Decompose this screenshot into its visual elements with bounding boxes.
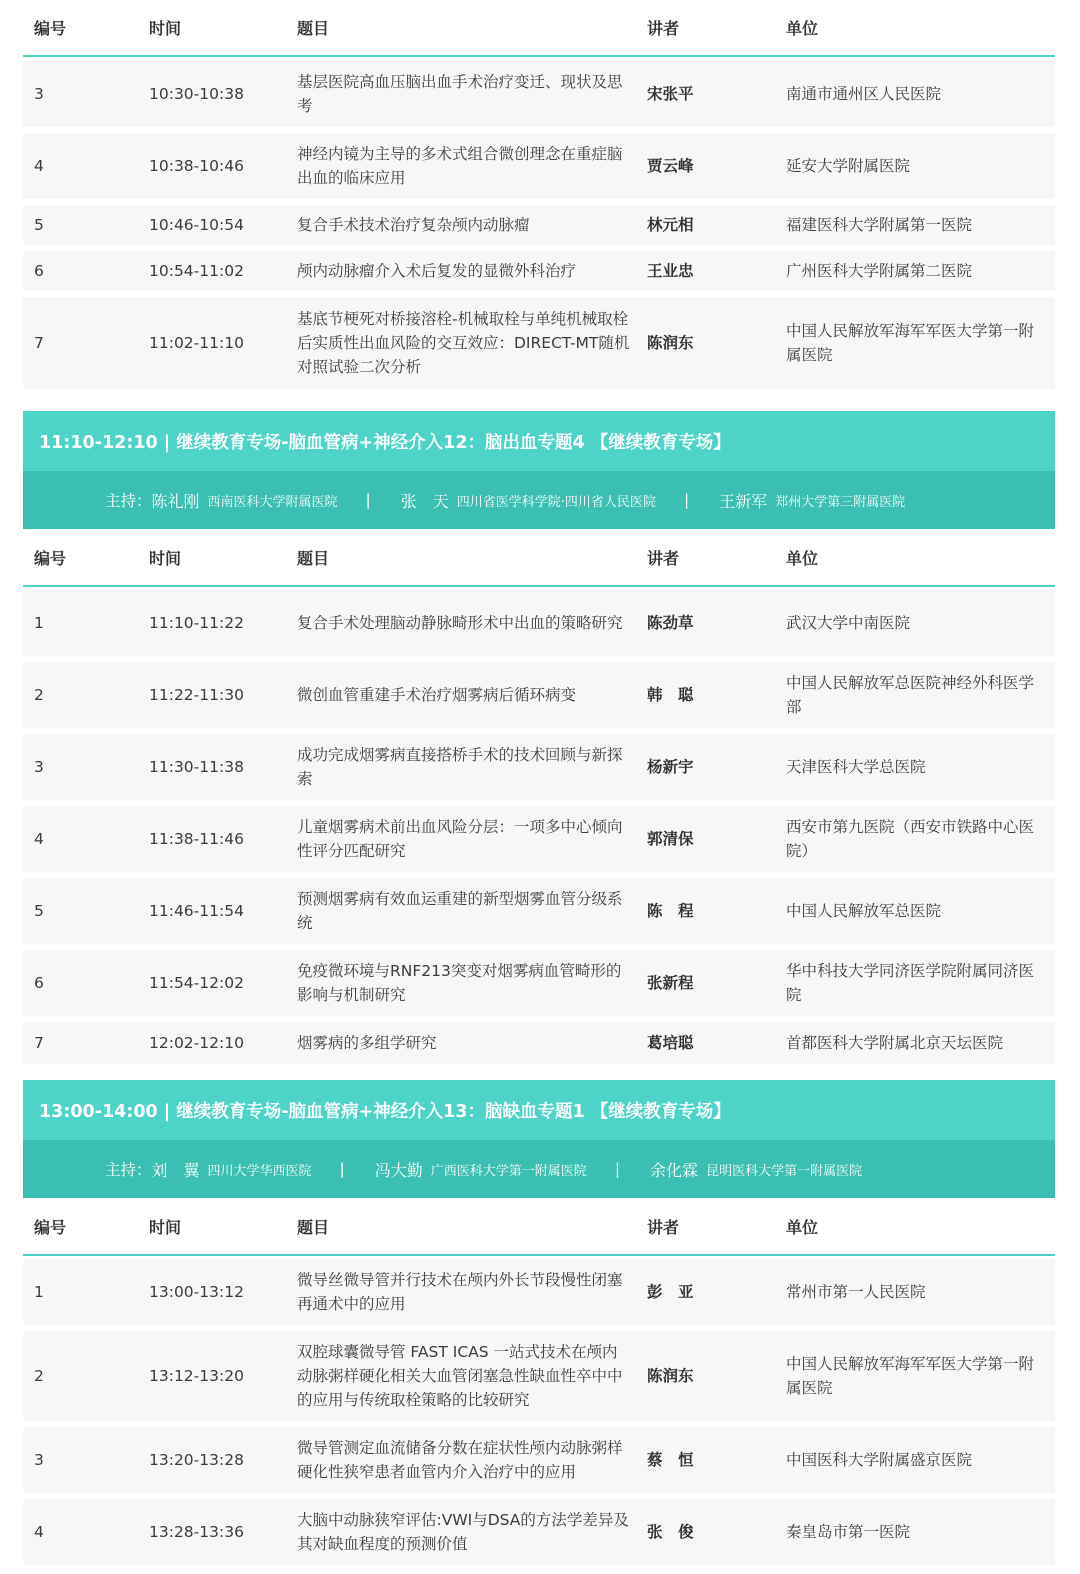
host-name: 陈礼刚 — [151, 491, 200, 511]
host-separator: | — [365, 491, 371, 509]
row-topic: 烟雾病的多组学研究 — [297, 1034, 437, 1052]
row-speaker: 韩 聪 — [647, 686, 694, 704]
row-speaker: 宋张平 — [647, 85, 694, 103]
row-speaker: 张 俊 — [647, 1523, 694, 1541]
host-unit: 西南医科大学附属医院 — [207, 494, 338, 510]
row-no: 3 — [34, 85, 44, 103]
row-unit: 秦皇岛市第一医院 — [786, 1523, 911, 1541]
header-time: 时间 — [149, 1217, 182, 1237]
header-no: 编号 — [34, 19, 67, 38]
host-label: 主持： — [105, 492, 152, 510]
row-unit: 西安市第九医院（西安市铁路中心医院） — [786, 818, 1035, 860]
host-name: 王新军 — [719, 491, 768, 511]
header-unit: 单位 — [786, 548, 819, 568]
row-topic: 大脑中动脉狭窄评估:VWI与DSA的方法学差异及其对缺血程度的预测价值 — [297, 1511, 629, 1553]
session-hosts — [23, 471, 1055, 529]
row-time: 11:02-11:10 — [149, 334, 244, 352]
row-time: 11:22-11:30 — [149, 686, 244, 704]
table-row — [23, 878, 1055, 944]
table-row — [23, 806, 1055, 872]
row-topic: 儿童烟雾病术前出血风险分层：一项多中心倾向性评分匹配研究 — [297, 818, 623, 860]
row-unit: 南通市通州区人民医院 — [786, 85, 942, 103]
row-time: 10:54-11:02 — [149, 262, 244, 280]
header-topic: 题目 — [297, 1217, 330, 1237]
row-unit: 武汉大学中南医院 — [786, 614, 911, 632]
host-separator: | — [683, 491, 690, 509]
table-row — [23, 1499, 1055, 1565]
row-no: 6 — [34, 974, 44, 992]
table-row — [23, 251, 1055, 291]
row-time: 11:30-11:38 — [149, 758, 244, 776]
table-row — [23, 133, 1055, 199]
row-topic: 微导管测定血流储备分数在症状性颅内动脉粥样硬化性狭窄患者血管内介入治疗中的应用 — [297, 1439, 623, 1481]
row-no: 1 — [34, 1283, 44, 1301]
table-row — [23, 590, 1055, 656]
row-no: 3 — [34, 758, 44, 776]
row-topic: 神经内镜为主导的多术式组合微创理念在重症脑出血的临床应用 — [297, 145, 623, 187]
row-no: 5 — [34, 902, 44, 920]
row-topic: 微导丝微导管并行技术在颅内外长节段慢性闭塞再通术中的应用 — [297, 1271, 623, 1313]
table-header — [23, 1198, 1055, 1256]
host-separator: | — [614, 1160, 621, 1178]
row-time: 13:20-13:28 — [149, 1451, 244, 1469]
header-time: 时间 — [149, 548, 182, 568]
row-speaker: 陈劲草 — [647, 614, 694, 632]
row-no: 2 — [34, 1367, 44, 1385]
row-time: 13:12-13:20 — [149, 1367, 244, 1385]
host-unit: 四川省医学科学院·四川省人民医院 — [456, 494, 656, 510]
row-speaker: 陈润东 — [647, 1367, 694, 1385]
host-name: 冯大勤 — [374, 1160, 423, 1180]
row-no: 4 — [34, 1523, 44, 1541]
row-topic: 颅内动脉瘤介入术后复发的显微外科治疗 — [297, 262, 577, 280]
row-time: 10:46-10:54 — [149, 216, 244, 234]
host-unit: 昆明医科大学第一附属医院 — [706, 1163, 863, 1179]
row-speaker: 林元相 — [647, 216, 694, 234]
row-no: 5 — [34, 216, 44, 234]
row-time: 12:02-12:10 — [149, 1034, 244, 1052]
row-speaker: 王业忠 — [647, 262, 694, 280]
session-header-3 — [23, 1080, 1055, 1198]
table-row — [23, 1259, 1055, 1325]
schedule-table-1 — [23, 0, 1055, 395]
table-row — [23, 205, 1055, 245]
header-time: 时间 — [149, 19, 182, 38]
row-speaker: 陈润东 — [647, 334, 694, 352]
table-row — [23, 1022, 1055, 1064]
row-unit: 常州市第一人民医院 — [786, 1283, 926, 1301]
row-speaker: 杨新宇 — [647, 758, 694, 776]
row-no: 7 — [34, 334, 44, 352]
header-speaker: 讲者 — [647, 19, 680, 38]
row-topic: 微创血管重建手术治疗烟雾病后循环病变 — [297, 686, 577, 704]
row-unit: 广州医科大学附属第二医院 — [786, 262, 973, 280]
row-no: 6 — [34, 262, 44, 280]
row-topic: 复合手术处理脑动静脉畸形术中出血的策略研究 — [297, 614, 623, 632]
row-no: 3 — [34, 1451, 44, 1469]
host-unit: 郑州大学第三附属医院 — [775, 494, 906, 510]
row-time: 10:30-10:38 — [149, 85, 244, 103]
row-unit: 中国人民解放军海军军医大学第一附属医院 — [786, 322, 1035, 364]
session-header-2 — [23, 411, 1055, 529]
host-name: 张 天 — [400, 491, 449, 511]
row-speaker: 彭 亚 — [647, 1283, 694, 1301]
host-separator: | — [339, 1160, 345, 1178]
row-topic: 免疫微环境与RNF213突变对烟雾病血管畸形的影响与机制研究 — [297, 962, 622, 1004]
row-unit: 天津医科大学总医院 — [786, 758, 926, 776]
row-topic: 复合手术技术治疗复杂颅内动脉瘤 — [297, 216, 530, 234]
row-unit: 中国人民解放军总医院神经外科医学部 — [786, 674, 1035, 716]
session-hosts — [23, 1140, 1055, 1198]
row-speaker: 陈 程 — [647, 902, 694, 920]
row-topic: 基底节梗死对桥接溶栓-机械取栓与单纯机械取栓后实质性出血风险的交互效应：DIRECT-MT随机对照试验二次分析 — [297, 310, 630, 376]
host-unit: 四川大学华西医院 — [207, 1163, 312, 1179]
row-topic: 成功完成烟雾病直接搭桥手术的技术回顾与新探索 — [297, 746, 623, 788]
table-row — [23, 1427, 1055, 1493]
row-time: 11:46-11:54 — [149, 902, 244, 920]
row-time: 11:10-11:22 — [149, 614, 244, 632]
row-unit: 中国医科大学附属盛京医院 — [786, 1451, 973, 1469]
host-name: 刘 翼 — [151, 1160, 200, 1180]
row-time: 11:54-12:02 — [149, 974, 244, 992]
row-time: 13:00-13:12 — [149, 1283, 244, 1301]
row-time: 13:28-13:36 — [149, 1523, 244, 1541]
header-no: 编号 — [34, 1217, 67, 1237]
schedule-table-2 — [23, 529, 1055, 1070]
session-title: 11:10-12:10 | 继续教育专场-脑血管病+神经介入12：脑出血专题4 【继续教育专场】 — [23, 411, 1055, 471]
row-topic: 预测烟雾病有效血运重建的新型烟雾血管分级系统 — [297, 890, 623, 932]
row-unit: 福建医科大学附属第一医院 — [786, 216, 973, 234]
table-row — [23, 950, 1055, 1016]
table-header — [23, 529, 1055, 587]
host-label: 主持： — [105, 1161, 152, 1179]
row-unit: 中国人民解放军总医院 — [786, 902, 942, 920]
row-topic: 基层医院高血压脑出血手术治疗变迁、现状及思考 — [297, 73, 623, 115]
table-header — [23, 0, 1055, 57]
row-speaker: 张新程 — [647, 974, 694, 992]
row-topic: 双腔球囊微导管 FAST ICAS 一站式技术在颅内动脉粥样硬化相关大血管闭塞急性缺血性卒中中的应用与传统取栓策略的比较研究 — [297, 1343, 623, 1409]
table-row — [23, 1331, 1055, 1421]
table-row — [23, 662, 1055, 728]
row-time: 10:38-10:46 — [149, 157, 244, 175]
row-unit: 中国人民解放军海军军医大学第一附属医院 — [786, 1355, 1035, 1397]
schedule-table-3 — [23, 1198, 1055, 1571]
header-speaker: 讲者 — [647, 1217, 680, 1237]
header-topic: 题目 — [297, 548, 330, 568]
row-unit: 华中科技大学同济医学院附属同济医院 — [786, 962, 1035, 1004]
header-speaker: 讲者 — [647, 548, 680, 568]
row-no: 4 — [34, 157, 44, 175]
row-no: 7 — [34, 1034, 44, 1052]
row-time: 11:38-11:46 — [149, 830, 244, 848]
session-title: 13:00-14:00 | 继续教育专场-脑血管病+神经介入13：脑缺血专题1 【继续教育专场】 — [23, 1080, 1055, 1140]
header-unit: 单位 — [786, 1217, 819, 1237]
row-unit: 延安大学附属医院 — [786, 157, 911, 175]
table-row — [23, 297, 1055, 389]
table-row — [23, 734, 1055, 800]
row-no: 2 — [34, 686, 44, 704]
header-no: 编号 — [34, 548, 67, 568]
header-unit: 单位 — [786, 19, 819, 38]
row-no: 4 — [34, 830, 44, 848]
host-name: 余化霖 — [650, 1160, 699, 1180]
table-row — [23, 61, 1055, 127]
row-unit: 首都医科大学附属北京天坛医院 — [786, 1034, 1004, 1052]
header-topic: 题目 — [297, 19, 330, 38]
host-unit: 广西医科大学第一附属医院 — [430, 1163, 587, 1179]
row-speaker: 贾云峰 — [647, 157, 694, 175]
row-speaker: 郭清保 — [647, 830, 694, 848]
row-speaker: 蔡 恒 — [647, 1451, 694, 1469]
row-no: 1 — [34, 614, 44, 632]
row-speaker: 葛培聪 — [647, 1034, 694, 1052]
